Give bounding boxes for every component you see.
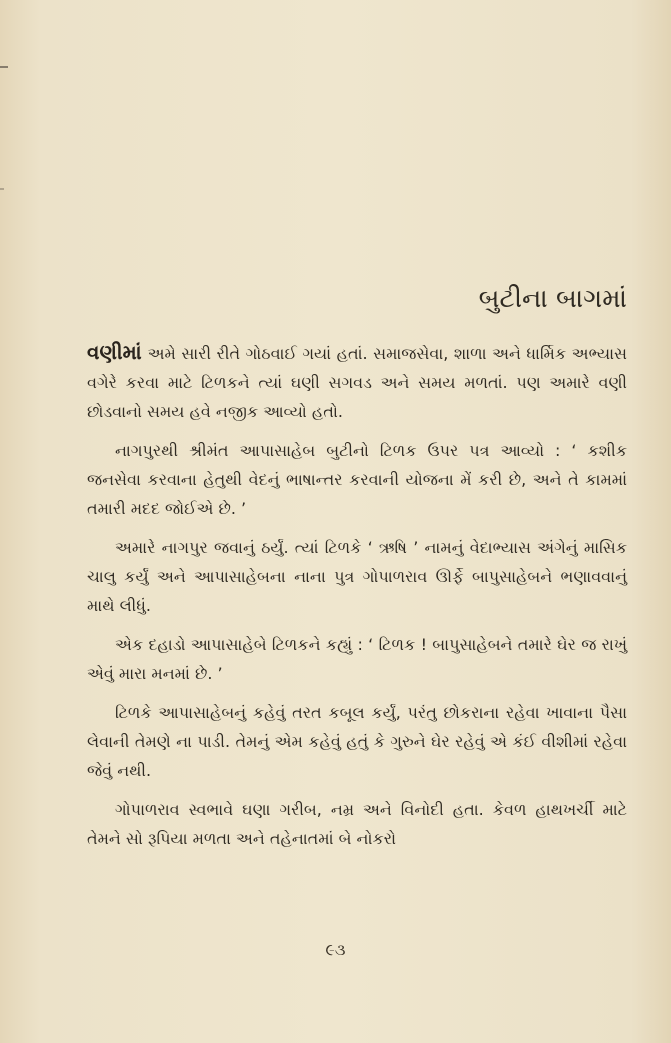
page-number: ૯૩	[325, 940, 346, 959]
paragraph: ટિળકે આપાસાહેબનું કહેવું તરત કબૂલ કર્યું, પરંતુ છોકરાના રહેવા ખાવાના પૈસા લેવાની તેમણે ના પાડી. તેમનું એમ કહેવું હતું કે ગુરુને ઘેર રહેવું એ કંઈ વીશીમાં રહેવા જેવું નથી.	[87, 703, 627, 780]
paragraph-text: અમે સારી રીતે ગોઠવાઈ ગયાં હતાં. સમાજસેવા, શાળા અને ધાર્મિક અભ્યાસ વગેરે કરવા માટે ટિળકને ત્યાં ઘણી સગવડ અને સમય મળતાં. પણ અમારે વણી છોડવાનો સમય હવે નજીક આવ્યો હતો.	[87, 344, 627, 421]
page-content	[87, 250, 627, 863]
paragraph: અમારે નાગપુર જવાનું ઠર્યું. ત્યાં ટિળકે ‘ ઋષિ ’ નામનું વેદાભ્યાસ અંગેનું માસિક ચાલુ કર્યું અને આપાસાહેબના નાના પુત્ર ગોપાળરાવ ઊર્ફે બાપુસાહેબને ભણાવવાનું માથે લીધું.	[87, 538, 627, 615]
paragraph: નાગપુરથી શ્રીમંત આપાસાહેબ બુટીનો ટિળક ઉપર પત્ર આવ્યો : ‘ કશીક જનસેવા કરવાના હેતુથી વેદનું ભાષાન્તર કરવાની યોજના મેં કરી છે, અને તે કામમાં તમારી મદદ જોઈએ છે. ’	[87, 441, 627, 518]
page-edge-mark	[0, 188, 4, 190]
page-edge-mark	[0, 66, 8, 68]
paragraph: એક દહાડો આપાસાહેબે ટિળકને કહ્યું : ‘ ટિળક ! બાપુસાહેબને તમારે ઘેર જ રાખું એવું મારા મનમાં છે. ’	[87, 635, 627, 683]
chapter-title: બુટીના બાગમાં	[478, 284, 627, 314]
paragraph-lead-word: વણીમાં	[87, 340, 142, 364]
paragraph	[87, 338, 627, 426]
paragraph: ગોપાળરાવ સ્વભાવે ઘણા ગરીબ, નમ્ર અને વિનોદી હતા. કેવળ હાથખર્ચી માટે તેમને સો રૂપિયા મળતા અને તહેનાતમાં બે નોકરો	[87, 800, 627, 848]
